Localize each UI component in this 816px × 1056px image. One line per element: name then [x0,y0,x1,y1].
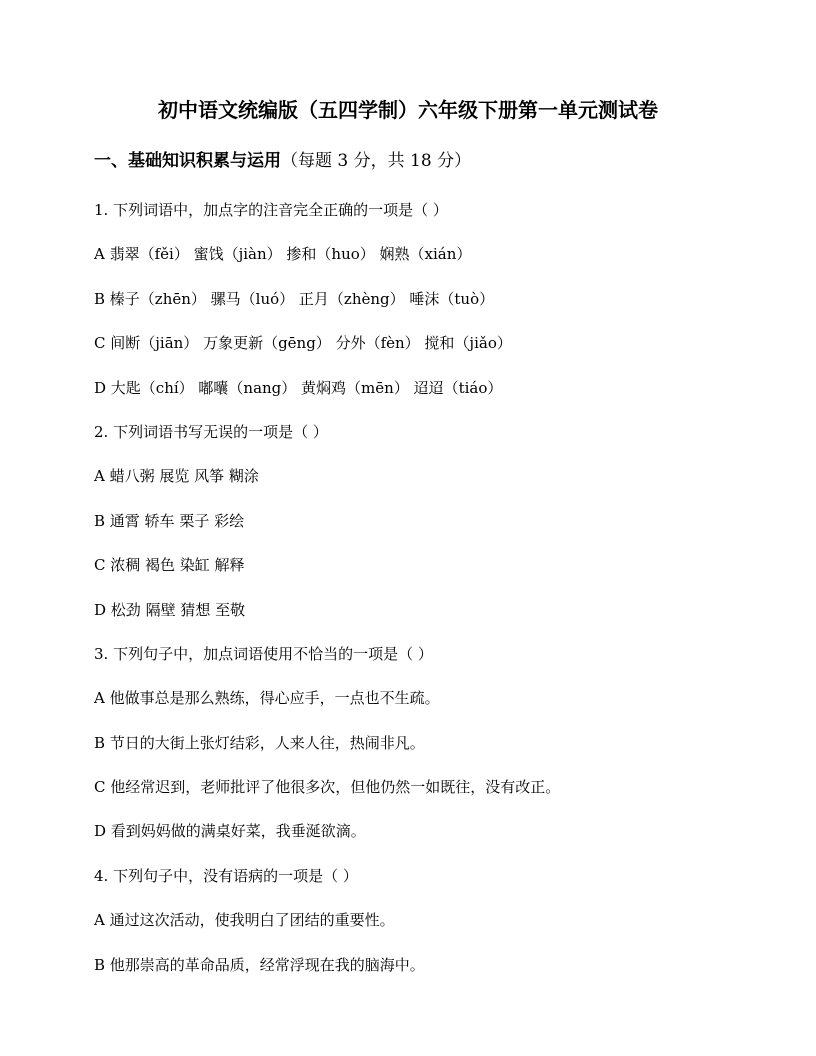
question-1-stem: 1. 下列词语中，加点字的注音完全正确的一项是（ ） [94,201,448,219]
section-heading [94,150,471,172]
question-2-option-c: C 浓稠 褐色 染缸 解释 [94,556,245,575]
question-4-option-a: A 通过这次活动，使我明白了团结的重要性。 [94,911,395,930]
section-heading-note: （每题 3 分，共 18 分） [281,151,472,171]
question-1-option-c: C 间断（jiān） 万象更新（gēng） 分外（fèn） 搅和（jiǎo） [94,334,512,353]
question-3-option-d: D 看到妈妈做的满桌好菜，我垂涎欲滴。 [94,822,366,841]
question-1-option-a: A 翡翠（fěi） 蜜饯（jiàn） 掺和（huo） 娴熟（xián） [94,245,472,264]
question-2-option-b: B 通霄 轿车 栗子 彩绘 [94,511,245,530]
question-3-option-b: B 节日的大街上张灯结彩，人来人往，热闹非凡。 [94,733,425,752]
question-2-option-a: A 蜡八粥 展览 风筝 糊涂 [94,467,259,486]
question-3-stem: 3. 下列句子中，加点词语使用不恰当的一项是（ ） [94,644,433,663]
section-heading-main: 一、基础知识积累与运用 [94,151,281,171]
question-3-option-a: A 他做事总是那么熟练，得心应手，一点也不生疏。 [94,689,440,708]
question-2-option-d: D 松劲 隔壁 猜想 至敬 [94,600,246,619]
question-2-stem: 2. 下列词语书写无误的一项是（ ） [94,422,328,441]
question-list [94,199,774,998]
document-title: 初中语文统编版（五四学制）六年级下册第一单元测试卷 [158,98,658,122]
question-4-option-b: B 他那崇高的革命品质，经常浮现在我的脑海中。 [94,955,425,974]
question-4-stem: 4. 下列句子中，没有语病的一项是（ ） [94,866,358,885]
question-1-option-b: B 榛子（zhēn） 骡马（luó） 正月（zhèng） 唾沫（tuò） [94,289,495,308]
question-1-option-d: D 大匙（chí） 嘟囔（nang） 黄焖鸡（mēn） 迢迢（tiáo） [94,378,503,397]
question-3-option-c: C 他经常迟到，老师批评了他很多次，但他仍然一如既往，没有改正。 [94,778,561,797]
